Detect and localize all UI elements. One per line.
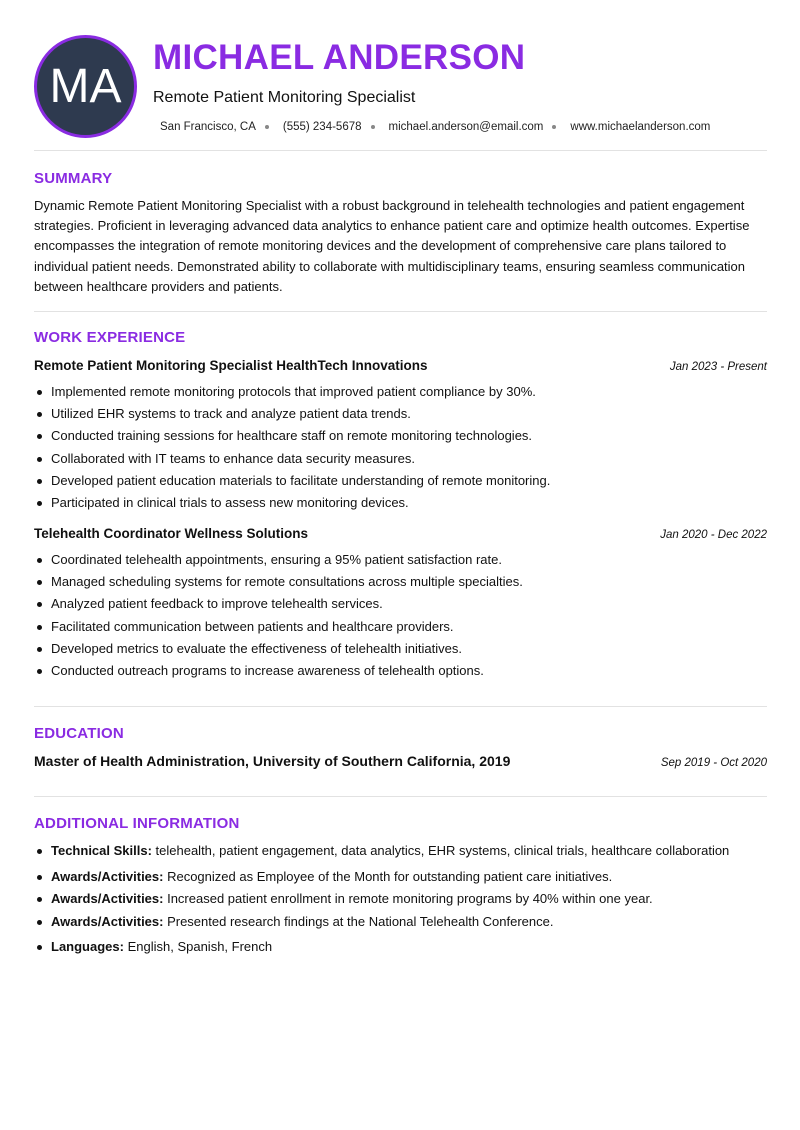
list-item: Facilitated communication between patients and healthcare providers. <box>34 616 767 638</box>
list-item: Managed scheduling systems for remote consultations across multiple specialties. <box>34 571 767 593</box>
summary-text: Dynamic Remote Patient Monitoring Specialist with a robust background in telehealth technologies and patient engagement strategies. Proficient in leveraging advanced data analytics to enhance patient care and optimize health outcomes. Expertise encompasses the integration of remote monitoring devices and the development of comprehensive care plans tailored to individual patient needs. Demonstrated ability to collaborate with multidisciplinary teams, ensuring seamless communication between healthcare providers and patients. <box>34 198 750 294</box>
list-item: Conducted outreach programs to increase awareness of telehealth options. <box>34 660 767 682</box>
divider <box>34 150 767 151</box>
job-header <box>34 358 767 373</box>
job-dates: Jan 2020 - Dec 2022 <box>660 529 767 541</box>
contact-website[interactable]: www.michaelanderson.com <box>570 121 711 133</box>
list-item: Utilized EHR systems to track and analyze patient data trends. <box>34 403 767 425</box>
info-value: Recognized as Employee of the Month for outstanding patient care initiatives. <box>163 868 613 884</box>
avatar-initials: MA <box>49 60 122 113</box>
list-item <box>34 840 767 863</box>
list-item <box>34 911 767 934</box>
info-key: Technical Skills: <box>51 843 152 858</box>
info-key: Awards/Activities: <box>51 868 164 884</box>
list-item <box>34 866 767 889</box>
list-item <box>34 936 767 959</box>
divider <box>34 796 767 797</box>
list-item: Analyzed patient feedback to improve telehealth services. <box>34 593 767 615</box>
divider <box>34 706 767 707</box>
list-item: Conducted training sessions for healthcare staff on remote monitoring technologies. <box>34 425 767 447</box>
contact-location: San Francisco, CA <box>160 121 256 133</box>
separator-dot-icon <box>552 125 556 129</box>
job-role: Remote Patient Monitoring Specialist HealthTech Innovations <box>34 358 428 373</box>
info-key: Awards/Activities: <box>51 913 164 929</box>
list-item: Developed patient education materials to facilitate understanding of remote monitoring. <box>34 470 767 492</box>
education-entry <box>34 753 767 769</box>
job-dates: Jan 2023 - Present <box>669 361 767 373</box>
additional-info-heading: ADDITIONAL INFORMATION <box>34 815 240 832</box>
list-item: Implemented remote monitoring protocols that improved patient compliance by 30%. <box>34 381 767 403</box>
contact-email[interactable]: michael.anderson@email.com <box>388 121 544 133</box>
summary-heading: SUMMARY <box>34 170 113 187</box>
divider <box>34 311 767 312</box>
info-value: Increased patient enrollment in remote monitoring programs by 40% within one year. <box>163 891 653 906</box>
list-item: Developed metrics to evaluate the effectiveness of telehealth initiatives. <box>34 638 767 660</box>
info-value: English, Spanish, French <box>123 939 273 954</box>
education-degree: Master of Health Administration, University of Southern California, 2019 <box>34 753 511 769</box>
candidate-name: MICHAEL ANDERSON <box>153 38 526 77</box>
info-value: telehealth, patient engagement, data analytics, EHR systems, clinical trials, healthcare collaboration <box>151 843 730 858</box>
info-key: Languages: <box>51 939 124 954</box>
separator-dot-icon <box>265 125 269 129</box>
contact-row <box>160 121 710 133</box>
info-key: Awards/Activities: <box>51 891 164 906</box>
avatar <box>34 35 137 138</box>
list-item: Coordinated telehealth appointments, ensuring a 95% patient satisfaction rate. <box>34 549 767 571</box>
list-item <box>34 888 767 911</box>
job-bullets <box>34 549 767 682</box>
job-header <box>34 526 767 541</box>
info-value: Presented research findings at the National Telehealth Conference. <box>163 913 554 929</box>
separator-dot-icon <box>371 125 375 129</box>
education-dates: Sep 2019 - Oct 2020 <box>660 757 767 769</box>
education-heading: EDUCATION <box>34 725 124 742</box>
work-experience-heading: WORK EXPERIENCE <box>34 329 186 346</box>
contact-phone: (555) 234-5678 <box>282 121 362 133</box>
list-item: Participated in clinical trials to assess new monitoring devices. <box>34 492 767 514</box>
job-role: Telehealth Coordinator Wellness Solutions <box>34 526 309 541</box>
additional-info-list <box>34 840 767 959</box>
job-bullets <box>34 381 767 514</box>
list-item: Collaborated with IT teams to enhance data security measures. <box>34 448 767 470</box>
candidate-title: Remote Patient Monitoring Specialist <box>153 89 416 106</box>
